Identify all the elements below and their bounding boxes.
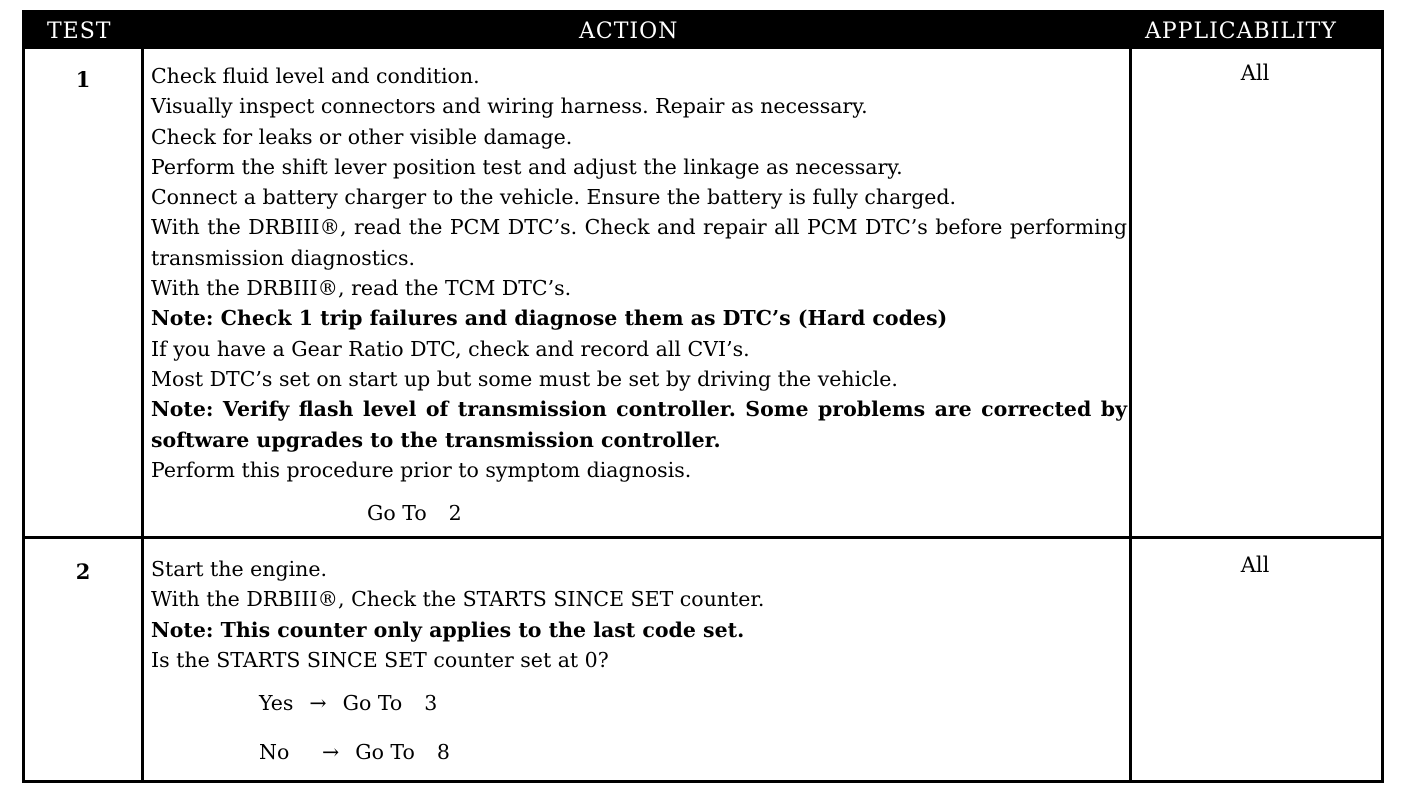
diagnostic-table bbox=[22, 10, 1384, 783]
step-line: With the DRBIII®, read the PCM DTC’s. Check and repair all PCM DTC’s before performing transmission diagnostics. bbox=[151, 215, 1127, 270]
step-line: Start the engine. bbox=[151, 557, 328, 581]
test-number-1: 1 bbox=[75, 67, 91, 92]
step-line: Check fluid level and condition. bbox=[151, 64, 480, 88]
step-line: With the DRBIII®, Check the STARTS SINCE SET counter. bbox=[151, 587, 765, 612]
goto-target: 3 bbox=[424, 691, 438, 715]
branch-yes bbox=[259, 691, 437, 715]
goto-target: 2 bbox=[448, 501, 462, 525]
step-line: Visually inspect connectors and wiring harness. Repair as necessary. bbox=[151, 94, 868, 119]
goto-label: Go To bbox=[367, 501, 427, 525]
row-divider bbox=[25, 536, 1381, 539]
step-line: Connect a battery charger to the vehicle. Ensure the battery is fully charged. bbox=[151, 185, 956, 210]
action-steps-1 bbox=[151, 61, 1127, 485]
arrow-icon: → bbox=[322, 740, 340, 764]
goto-label: Go To bbox=[355, 740, 415, 764]
goto-1 bbox=[367, 501, 462, 525]
header-test: TEST bbox=[47, 19, 112, 44]
test-number-2: 2 bbox=[75, 559, 91, 584]
branch-no bbox=[259, 740, 450, 764]
header-applicability: APPLICABILITY bbox=[1145, 19, 1337, 44]
applicability-2: All bbox=[1240, 553, 1270, 577]
step-line: Perform the shift lever position test and adjust the linkage as necessary. bbox=[151, 154, 903, 179]
note-line: Note: Check 1 trip failures and diagnose them as DTC’s (Hard codes) bbox=[151, 306, 948, 331]
applicability-1: All bbox=[1240, 61, 1270, 85]
table-header bbox=[25, 13, 1381, 49]
step-line: Check for leaks or other visible damage. bbox=[151, 124, 573, 149]
note-line: Note: This counter only applies to the last code set. bbox=[151, 617, 745, 642]
column-divider-test bbox=[141, 49, 144, 780]
step-line: Perform this procedure prior to symptom diagnosis. bbox=[151, 457, 692, 482]
branch-answer: No bbox=[259, 740, 290, 764]
branch-answer: Yes bbox=[259, 691, 294, 715]
step-line: Most DTC’s set on start up but some must be set by driving the vehicle. bbox=[151, 366, 898, 391]
goto-label: Go To bbox=[342, 691, 403, 715]
note-line: Note: Verify flash level of transmission controller. Some problems are corrected by software upgrades to the transmission controller. bbox=[151, 397, 1127, 452]
step-line: If you have a Gear Ratio DTC, check and record all CVI’s. bbox=[151, 336, 750, 361]
step-line: Is the STARTS SINCE SET counter set at 0? bbox=[151, 647, 609, 672]
goto-target: 8 bbox=[436, 740, 450, 764]
column-divider-action bbox=[1129, 49, 1132, 780]
action-steps-2 bbox=[151, 554, 1127, 675]
arrow-icon: → bbox=[309, 691, 327, 715]
step-line: With the DRBIII®, read the TCM DTC’s. bbox=[151, 276, 572, 301]
header-action: ACTION bbox=[579, 19, 679, 44]
